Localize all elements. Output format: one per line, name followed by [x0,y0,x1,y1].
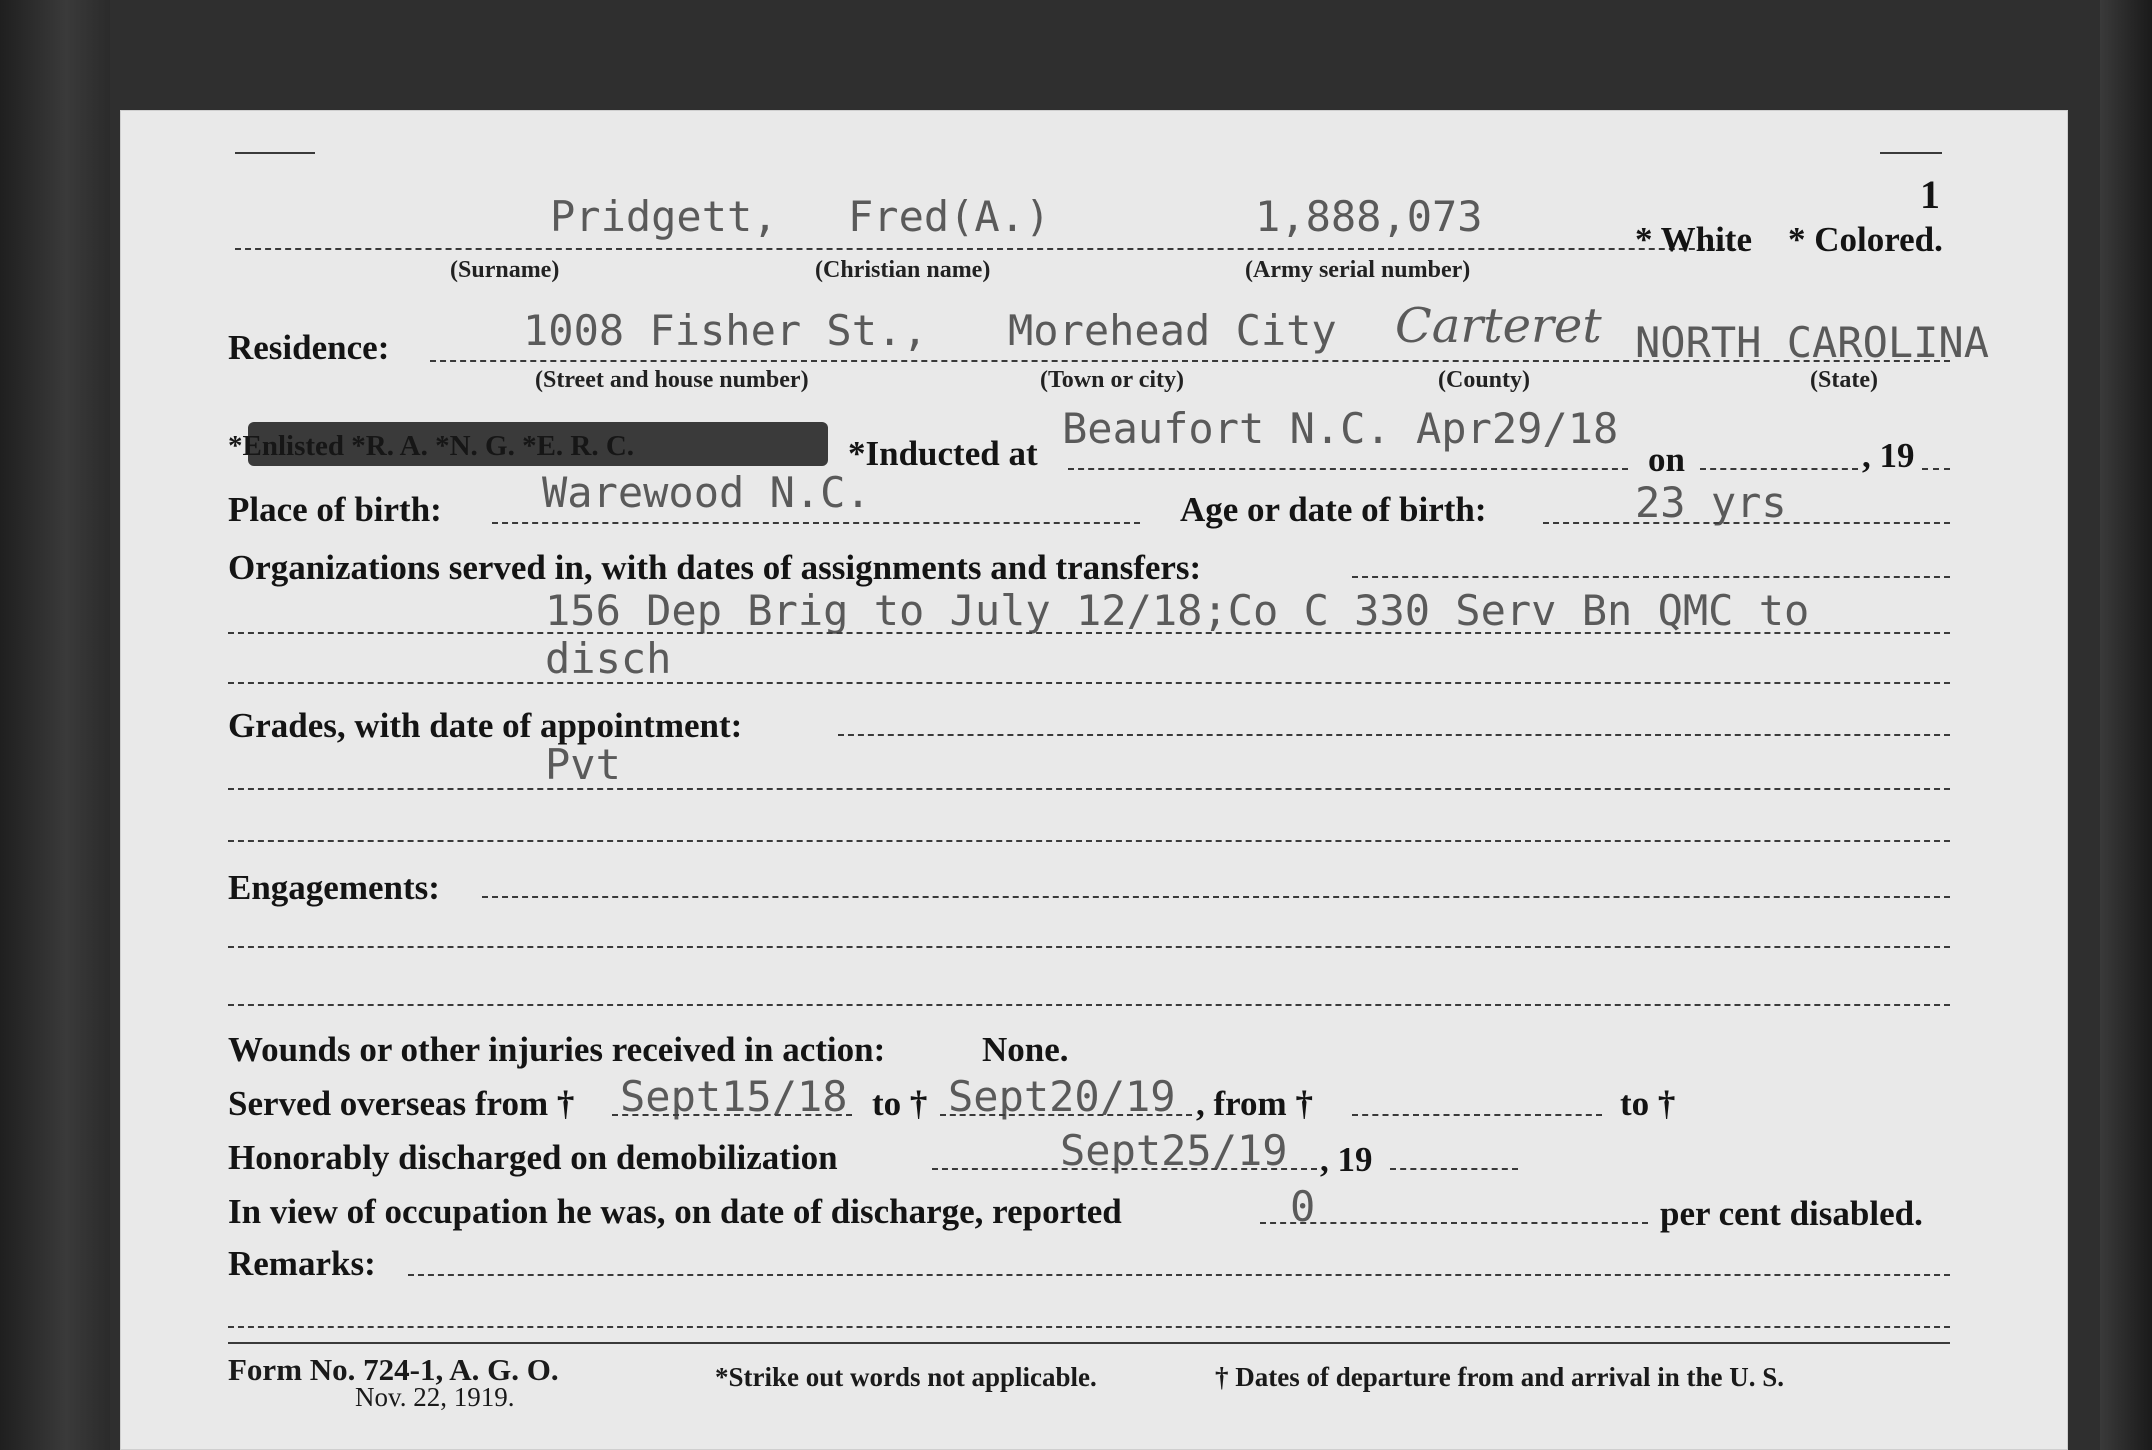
discharge-value: Sept25/19 [1060,1126,1288,1175]
grades-value: Pvt [545,740,621,789]
inducted-at-value: Beaufort N.C. Apr29/18 [1062,404,1619,453]
town-value: Morehead City [1008,306,1337,355]
serial-number-value: 1,888,073 [1255,192,1483,241]
overseas-from2-label: , from † [1196,1084,1313,1123]
organizations-line-2 [228,682,1950,684]
discharge-year-label: , 19 [1320,1140,1373,1179]
wounds-label: Wounds or other injuries received in action: [228,1030,886,1069]
state-value: NORTH CAROLINA [1635,318,1990,367]
overseas-to-label: to † [872,1084,928,1123]
top-right-rule [1880,152,1942,154]
residence-line [430,360,1950,362]
remarks-line-0 [408,1274,1950,1276]
street-caption: (Street and house number) [535,367,809,393]
film-border-left [0,0,110,1450]
grades-line-0 [838,734,1950,736]
form-date: Nov. 22, 1919. [355,1382,515,1412]
christian-name-value: Fred(A.) [848,192,1051,241]
overseas-to-line [940,1114,1192,1116]
remarks-label: Remarks: [228,1244,376,1283]
inducted-line [1068,468,1628,470]
county-value: Carteret [1395,298,1602,354]
age-value: 23 yrs [1635,478,1787,527]
organizations-label: Organizations served in, with dates of assignments and transfers: [228,548,1202,587]
struck-enlisted-text: *Enlisted *R. A. *N. G. *E. R. C. [228,430,635,462]
dates-note: † Dates of departure from and arrival in the U. S. [1215,1362,1784,1392]
christian-name-caption: (Christian name) [815,257,991,283]
strike-note: *Strike out words not applicable. [715,1362,1097,1392]
overseas-from2-line [1352,1114,1602,1116]
age-label: Age or date of birth: [1180,490,1487,529]
top-left-rule [235,152,315,154]
disability-value: 0 [1290,1182,1316,1231]
overseas-to-value: Sept20/19 [948,1072,1176,1121]
place-of-birth-line [492,522,1140,524]
inducted-at-label: *Inducted at [848,434,1038,473]
wounds-value: None. [982,1030,1069,1069]
organizations-line-0 [1352,576,1950,578]
served-overseas-label: Served overseas from † [228,1084,575,1123]
footer-rule [228,1342,1950,1344]
card-number: 1 [1920,172,1940,217]
engagements-line-1 [228,946,1950,948]
place-of-birth-value: Warewood N.C. [542,468,871,517]
white-label: * White [1635,220,1752,259]
discharge-year-line [1390,1168,1518,1170]
organizations-line1-value: 156 Dep Brig to July 12/18;Co C 330 Serv Bn QMC to [545,586,1810,635]
induction-year-label: , 19 [1862,436,1915,475]
engagements-line-2 [228,1004,1950,1006]
discharge-line [932,1168,1317,1170]
film-border-right [2100,0,2152,1450]
engagements-line-0 [482,896,1950,898]
disability-line [1260,1222,1648,1224]
induction-year-line [1922,468,1950,470]
name-line [235,248,1745,250]
service-record-card [120,110,2068,1450]
form-number: Form No. 724-1, A. G. O. [228,1352,559,1387]
colored-label: * Colored. [1788,220,1943,259]
town-caption: (Town or city) [1040,367,1184,393]
overseas-from-value: Sept15/18 [620,1072,848,1121]
county-caption: (County) [1438,367,1531,393]
grades-line-1 [228,788,1950,790]
disability-suffix: per cent disabled. [1660,1194,1923,1233]
overseas-from-line [612,1114,852,1116]
surname-value: Pridgett, [550,192,778,241]
age-line [1543,522,1950,524]
surname-caption: (Surname) [450,257,560,283]
disability-label: In view of occupation he was, on date of discharge, reported [228,1192,1122,1231]
on-label: on [1648,440,1685,479]
serial-caption: (Army serial number) [1245,257,1471,283]
discharge-label: Honorably discharged on demobilization [228,1138,838,1177]
place-of-birth-label: Place of birth: [228,490,442,529]
organizations-line2-value: disch [545,634,672,683]
state-caption: (State) [1810,367,1878,393]
grades-line-2 [228,840,1950,842]
remarks-line-1 [228,1326,1950,1328]
residence-label: Residence: [228,328,390,367]
street-value: 1008 Fisher St., [523,306,928,355]
grades-label: Grades, with date of appointment: [228,706,743,745]
engagements-label: Engagements: [228,868,440,907]
organizations-line-1 [228,632,1950,634]
on-line [1700,468,1858,470]
overseas-to2-label: to † [1620,1084,1676,1123]
